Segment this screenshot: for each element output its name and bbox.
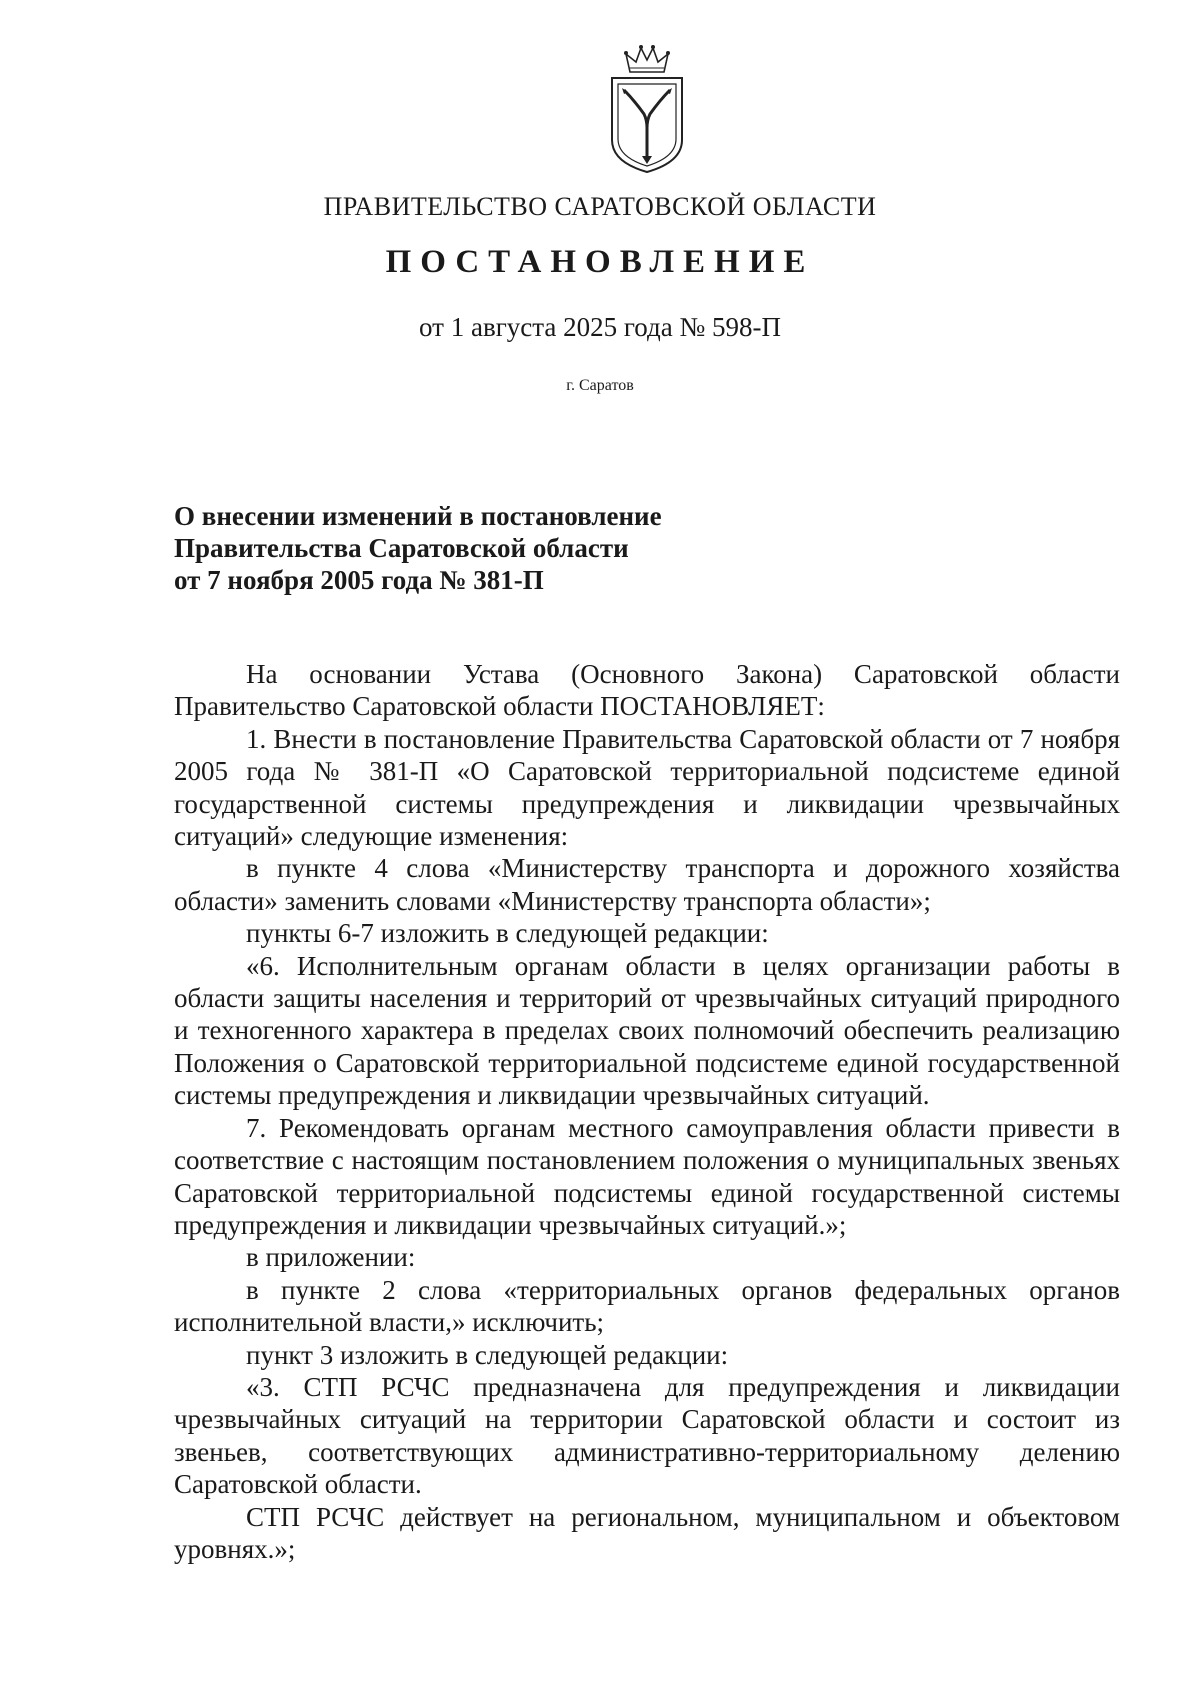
body-paragraph: в пункте 2 слова «территориальных органов федеральных органов исполнительной власти,» исключить;: [174, 1274, 1120, 1338]
body-paragraph: в пункте 4 слова «Министерству транспорта и дорожного хозяйства области» заменить словами «Министерству транспорта области»;: [174, 853, 1120, 916]
subject-line: Правительства Саратовской области: [174, 533, 629, 563]
document-body: [174, 658, 1120, 1565]
body-paragraph: пункт 3 изложить в следующей редакции:: [246, 1339, 729, 1370]
body-paragraph: «6. Исполнительным органам области в целях организации работы в области защиты населения и территорий от чрезвычайных ситуаций природного и техногенного характера в пределах своих полномочий обеспечить реализацию Положения о Саратовской территориальной подсистеме единой государственной системы предупреждения и ликвидации чрезвычайных ситуаций.: [174, 950, 1120, 1111]
document-date-number: от 1 августа 2025 года № 598-П: [419, 312, 781, 342]
body-paragraph: 1. Внести в постановление Правительства Саратовской области от 7 ноября 2005 года № 381-П «О Саратовской территориальной подсистеме единой государственной системы предупреждения и ликвидации чрезвычайных ситуаций» следующие изменения:: [174, 723, 1120, 852]
saratov-coat-of-arms-icon: [604, 44, 690, 174]
document-city: г. Саратов: [566, 377, 634, 394]
body-paragraph: «3. СТП РСЧС предназначена для предупреждения и ликвидации чрезвычайных ситуаций на территории Саратовской области и состоит из звеньев, соответствующих административно-территориальному делению Саратовской области.: [174, 1371, 1120, 1500]
body-paragraph: в приложении:: [246, 1242, 416, 1273]
document-type-title: ПОСТАНОВЛЕНИЕ: [385, 244, 815, 280]
body-paragraph: СТП РСЧС действует на региональном, муниципальном и объектовом уровнях.»;: [174, 1501, 1120, 1564]
document-subject: [174, 500, 662, 596]
subject-line: О внесении изменений в постановление: [174, 501, 662, 531]
organization-name: ПРАВИТЕЛЬСТВО САРАТОВСКОЙ ОБЛАСТИ: [323, 192, 877, 221]
body-paragraph: пункты 6-7 изложить в следующей редакции:: [246, 918, 769, 949]
body-paragraph: 7. Рекомендовать органам местного самоуправления области привести в соответствие с настоящим постановлением положения о муниципальных звеньях Саратовской территориальной подсистемы единой государственной системы предупреждения и ликвидации чрезвычайных ситуаций.»;: [174, 1112, 1120, 1240]
body-paragraph: На основании Устава (Основного Закона) Саратовской области Правительство Саратовской области ПОСТАНОВЛЯЕТ:: [174, 659, 1120, 722]
subject-line: от 7 ноября 2005 года № 381-П: [174, 565, 544, 595]
